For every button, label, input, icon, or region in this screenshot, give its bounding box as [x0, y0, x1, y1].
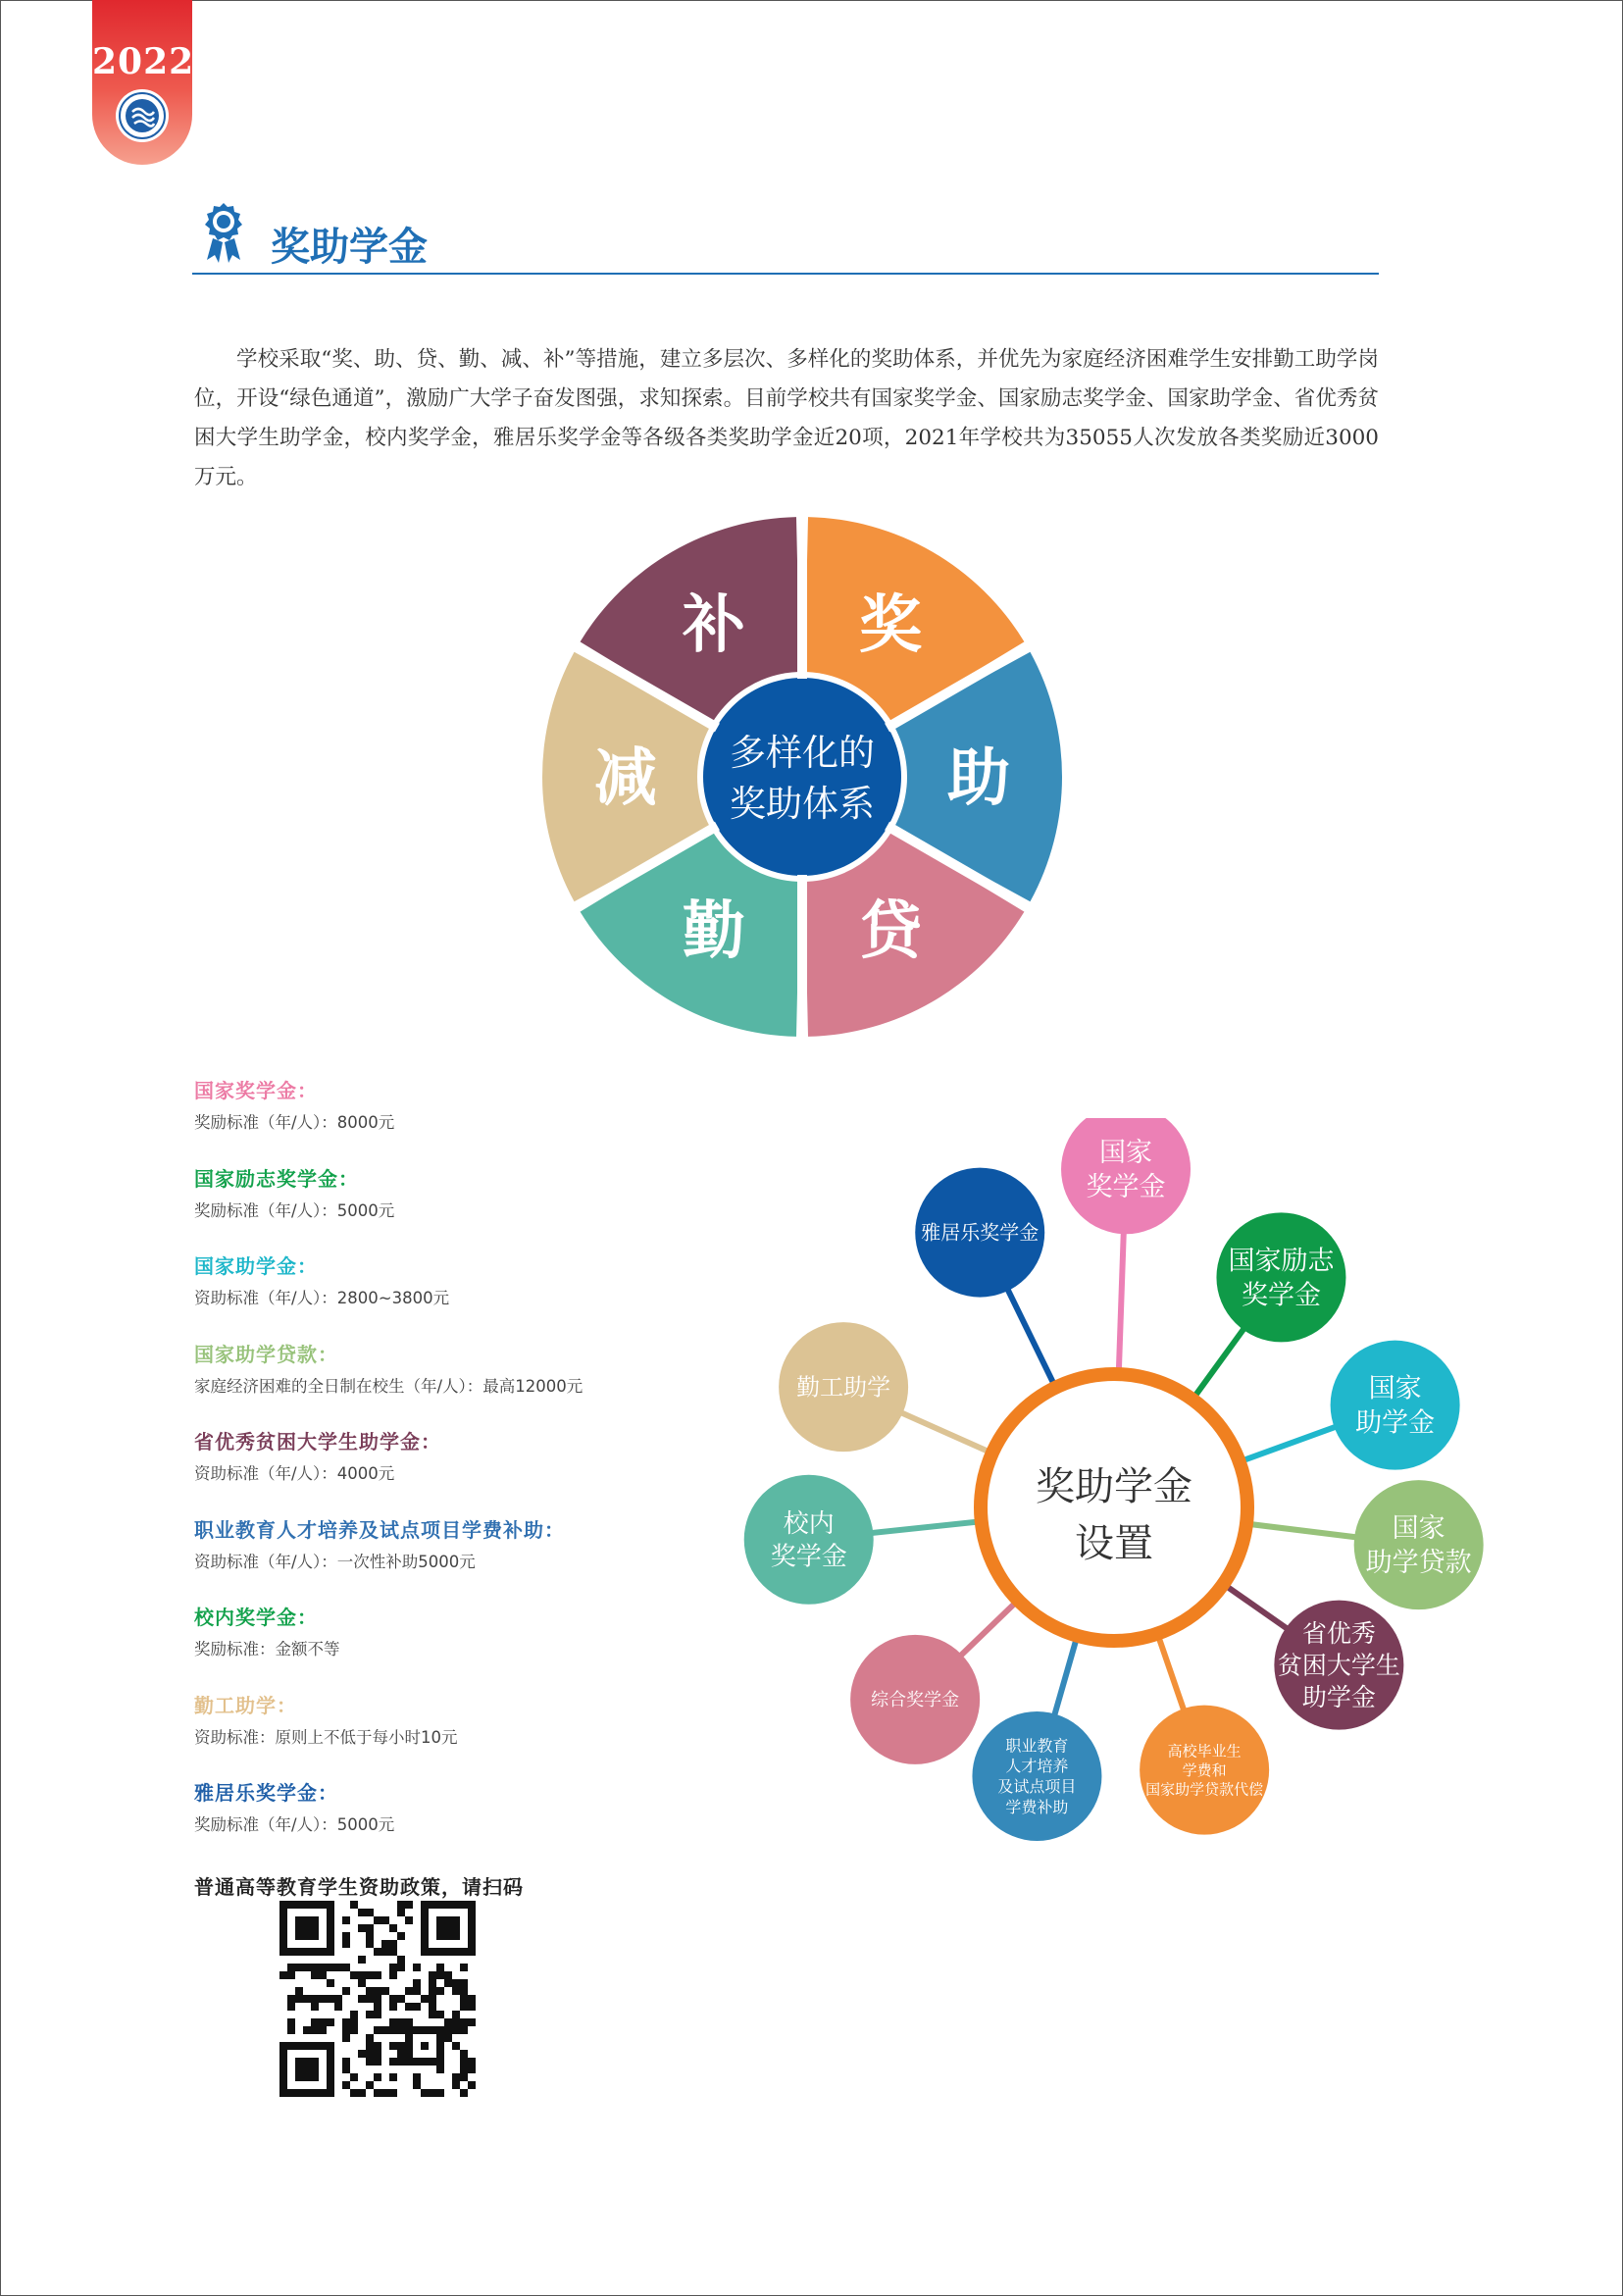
- list-item: [194, 1516, 743, 1605]
- bubble-node-label: 勤工助学: [796, 1373, 891, 1402]
- bubble-node-label: 职业教育: [1005, 1736, 1069, 1756]
- list-item: [194, 1165, 743, 1253]
- bubble-node: [744, 1475, 874, 1605]
- scholarship-bubble-diagram: [726, 1118, 1491, 1883]
- wheel-segment-label: 减: [594, 742, 657, 815]
- list-item: [194, 1604, 743, 1692]
- item-title: 勤工助学：: [194, 1693, 297, 1717]
- bubble-node-label: 助学金: [1301, 1682, 1376, 1711]
- bubble-node-label: 奖学金: [1241, 1280, 1321, 1311]
- school-logo-icon: [115, 88, 170, 143]
- item-title: 雅居乐奖学金：: [194, 1781, 338, 1805]
- wheel-segment-label: 贷: [859, 894, 922, 968]
- item-title: 国家助学金：: [194, 1254, 318, 1278]
- wheel-segment-label: 奖: [859, 589, 922, 663]
- bubble-node-label: 助学贷款: [1365, 1548, 1472, 1579]
- qr-code[interactable]: [279, 1901, 476, 2097]
- year-tab: [92, 0, 195, 165]
- item-title: 国家奖学金：: [194, 1079, 318, 1102]
- list-item: [194, 1779, 743, 1867]
- bubble-node-label: 国家: [1392, 1513, 1445, 1545]
- bubble-node: [1331, 1341, 1460, 1470]
- item-detail: 资助标准（年/人）：4000元: [194, 1464, 395, 1483]
- aid-system-wheel: [537, 512, 1067, 1042]
- wheel-segment-label: 勤: [683, 894, 745, 968]
- section-title: 奖助学金: [271, 225, 428, 270]
- item-detail: 家庭经济困难的全日制在校生（年/人）：最高12000元: [194, 1376, 583, 1396]
- list-item: [194, 1428, 743, 1516]
- wheel-segment-label: 助: [947, 742, 1010, 815]
- bubble-node-label: 人才培养: [1005, 1757, 1069, 1776]
- item-detail: 奖励标准：金额不等: [194, 1640, 340, 1658]
- bubble-center-label: 设置: [1075, 1521, 1153, 1566]
- list-item: [194, 1077, 743, 1165]
- bubble-node-label: 助学金: [1355, 1407, 1436, 1439]
- item-detail: 奖励标准（年/人）：8000元: [194, 1113, 395, 1132]
- bubble-node-label: 学费补助: [1005, 1797, 1069, 1816]
- bubble-node-label: 国家励志: [1228, 1246, 1335, 1277]
- bubble-node-label: 综合奖学金: [871, 1690, 960, 1711]
- bubble-node-label: 校内: [783, 1508, 835, 1539]
- item-title: 国家励志奖学金：: [194, 1166, 359, 1191]
- bubble-node-label: 贫困大学生: [1277, 1651, 1400, 1680]
- item-title: 校内奖学金：: [194, 1606, 318, 1629]
- bubble-node-label: 高校毕业生: [1167, 1742, 1242, 1760]
- bubble-node-label: 国家助学贷款代偿: [1145, 1780, 1264, 1799]
- award-ribbon-icon: [201, 201, 246, 266]
- scholarship-list: [194, 1077, 743, 1867]
- year-label: 2022: [92, 41, 195, 82]
- bubble-node-label: 学费和: [1182, 1760, 1227, 1779]
- section-divider: [192, 273, 1379, 275]
- item-detail: 资助标准：原则上不低于每小时10元: [194, 1727, 458, 1747]
- bubble-node-label: 国家: [1368, 1373, 1422, 1404]
- bubble-center-label: 奖助学金: [1036, 1464, 1192, 1509]
- item-title: 省优秀贫困大学生助学金：: [194, 1430, 441, 1454]
- bubble-node-label: 国家: [1099, 1138, 1153, 1169]
- wheel-center: [703, 678, 901, 876]
- bubble-node-label: 奖学金: [770, 1542, 847, 1572]
- item-detail: 资助标准（年/人）：一次性补助5000元: [194, 1552, 476, 1571]
- qr-caption: 普通高等教育学生资助政策，请扫码: [194, 1875, 524, 1899]
- bubble-node: [1216, 1212, 1345, 1342]
- wheel-center-label: 多样化的: [730, 732, 875, 774]
- bubble-node-label: 奖学金: [1086, 1172, 1166, 1203]
- wheel-center-label: 奖助体系: [730, 783, 875, 825]
- item-detail: 奖励标准（年/人）：5000元: [194, 1815, 395, 1834]
- list-item: [194, 1252, 743, 1341]
- list-item: [194, 1341, 743, 1429]
- bubble-node-label: 及试点项目: [997, 1776, 1077, 1796]
- wheel-segment-label: 补: [683, 589, 745, 663]
- list-item: [194, 1692, 743, 1780]
- item-detail: 资助标准（年/人）：2800~3800元: [194, 1289, 450, 1307]
- item-title: 国家助学贷款：: [194, 1342, 338, 1366]
- bubble-node-label: 省优秀: [1301, 1618, 1376, 1648]
- item-title: 职业教育人才培养及试点项目学费补助：: [194, 1517, 565, 1542]
- bubble-node-label: 雅居乐奖学金: [921, 1220, 1040, 1245]
- intro-paragraph: 学校采取“奖、助、贷、勤、减、补”等措施，建立多层次、多样化的奖助体系，并优先为家庭经济困难学生安排勤工助学岗位，开设“绿色通道”，激励广大学子奋发图强，求知探索。目前学校共有国家奖学金、国家励志奖学金、国家助学金、省优秀贫困大学生助学金，校内奖学金，雅居乐奖学金等各级各类奖助学金近20项，2021年学校共为35055人次发放各类奖励近3000万元。: [194, 346, 1379, 489]
- item-detail: 奖励标准（年/人）：5000元: [194, 1200, 395, 1220]
- bubble-node: [1354, 1480, 1484, 1609]
- bubble-node: [972, 1711, 1101, 1841]
